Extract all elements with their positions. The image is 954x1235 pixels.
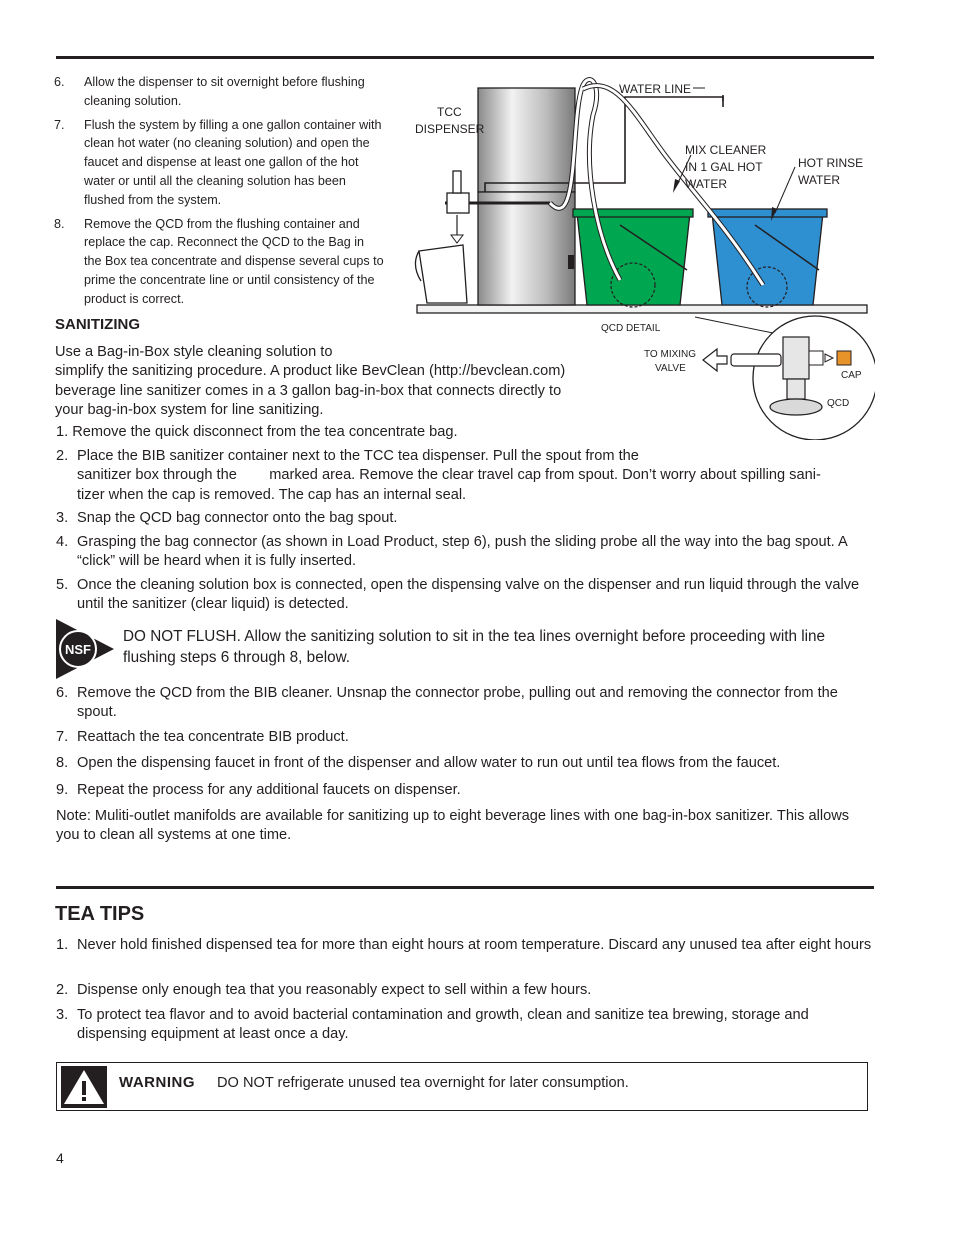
rinse-bucket <box>708 209 827 307</box>
sanitizing-heading: SANITIZING <box>55 316 140 333</box>
warning-box <box>56 1062 868 1111</box>
list-item: 4. Grasping the bag connector (as shown in Load Product, step 6), push the sliding probe all the way into the bag spout. A “click” will be heard when it is fully inserted. <box>56 534 847 570</box>
list-item: 1. Never hold finished dispensed tea for more than eight hours at room temperature. Discard any unused tea after eight hours <box>56 937 872 953</box>
label-to-mixing: TO MIXING <box>644 349 697 360</box>
cleaner-bucket <box>573 209 693 307</box>
list-item: 6. Allow the dispenser to sit overnight before flushing cleaning solution. <box>54 75 365 108</box>
label-dispenser: DISPENSER <box>415 122 485 136</box>
label-rinse-2: WATER <box>798 173 840 187</box>
page-number: 4 <box>56 1150 64 1166</box>
tea-dispenser-drawing <box>415 88 575 305</box>
warning-label: WARNING <box>119 1074 195 1091</box>
list-item: 8. Remove the QCD from the flushing container and replace the cap. Reconnect the QCD to the Bag in the Box tea concentrate and dispense several cups to prime the concentrate line or until consistency of the product is correct. <box>54 216 384 306</box>
label-water-line: WATER LINE <box>619 82 692 96</box>
label-mix-2: IN 1 GAL HOT <box>685 160 763 174</box>
label-qcd-detail: QCD DETAIL <box>601 323 661 334</box>
list-item: 3. To protect tea flavor and to avoid bacterial contamination and growth, clean and sanitize tea brewing, storage and dispensing equipment at least once a day. <box>56 1007 809 1043</box>
list-item: 9. Repeat the process for any additional faucets on dispenser. <box>56 782 461 798</box>
list-item: 3. Snap the QCD bag connector onto the bag spout. <box>56 510 398 526</box>
warning-icon <box>61 1066 107 1108</box>
list-item: 6. Remove the QCD from the BIB cleaner. Unsnap the connector probe, pulling out and removing the connector from the spout. <box>56 685 838 721</box>
top-rule <box>56 56 874 59</box>
list-item: 2. Place the BIB sanitizer container next to the TCC tea dispenser. Pull the spout from the sanitizer box through the marked area. Remove the clear travel cap from spout. Don’t worry about spilling sani- tizer when the cap is removed. The cap has an internal seal. <box>56 448 821 503</box>
label-tcc: TCC <box>437 105 462 119</box>
svg-text:NSF: NSF <box>65 642 91 657</box>
tea-tips-heading: TEA TIPS <box>55 903 145 925</box>
section-rule <box>56 886 874 889</box>
list-item: 1. Remove the quick disconnect from the tea concentrate bag. <box>56 424 458 440</box>
list-item: 2. Dispense only enough tea that you reasonably expect to sell within a few hours. <box>56 982 592 998</box>
list-item: 7. Reattach the tea concentrate BIB product. <box>56 729 349 745</box>
flush-steps-list <box>54 73 384 314</box>
sanitizing-intro: Use a Bag-in-Box style cleaning solution to simplify the sanitizing procedure. A product like BevClean (http://bevclean.com) beverage line sanitizer comes in a 3 gallon bag-in-box that connects directly to your bag-in-box system for line sanitizing. <box>55 344 566 418</box>
list-item: 8. Open the dispensing faucet in front of the dispenser and allow water to run out until tea flows from the faucet. <box>56 755 781 771</box>
warning-text: DO NOT refrigerate unused tea overnight for later consumption. <box>217 1075 629 1091</box>
list-item: 5. Once the cleaning solution box is connected, open the dispensing valve on the dispenser and run liquid through the valve until the sanitizer (clear liquid) is detected. <box>56 577 860 613</box>
list-item: 7. Flush the system by filling a one gallon container with clean hot water (no cleaning solution) and open the faucet and dispense at least one gallon of the hot water or until all the cleaning solution has been flushed from the system. <box>54 117 382 207</box>
nsf-logo-icon <box>56 619 114 679</box>
label-qcd: QCD <box>827 398 850 409</box>
label-cap: CAP <box>841 370 862 381</box>
sanitizing-note: Note: Muliti-outlet manifolds are available for sanitizing up to eight beverage lines with one bag-in-box sanitizer. This allows you to clean all systems at one time. <box>56 808 850 844</box>
label-mix-1: MIX CLEANER <box>685 143 767 157</box>
label-rinse-1: HOT RINSE <box>798 156 864 170</box>
counter-shelf <box>417 305 867 313</box>
nsf-notice: DO NOT FLUSH. Allow the sanitizing solution to sit in the tea lines overnight before proceeding with line flushing steps 6 through 8, below. <box>123 628 826 666</box>
label-valve: VALVE <box>655 363 686 374</box>
label-mix-3: WATER <box>685 177 727 191</box>
